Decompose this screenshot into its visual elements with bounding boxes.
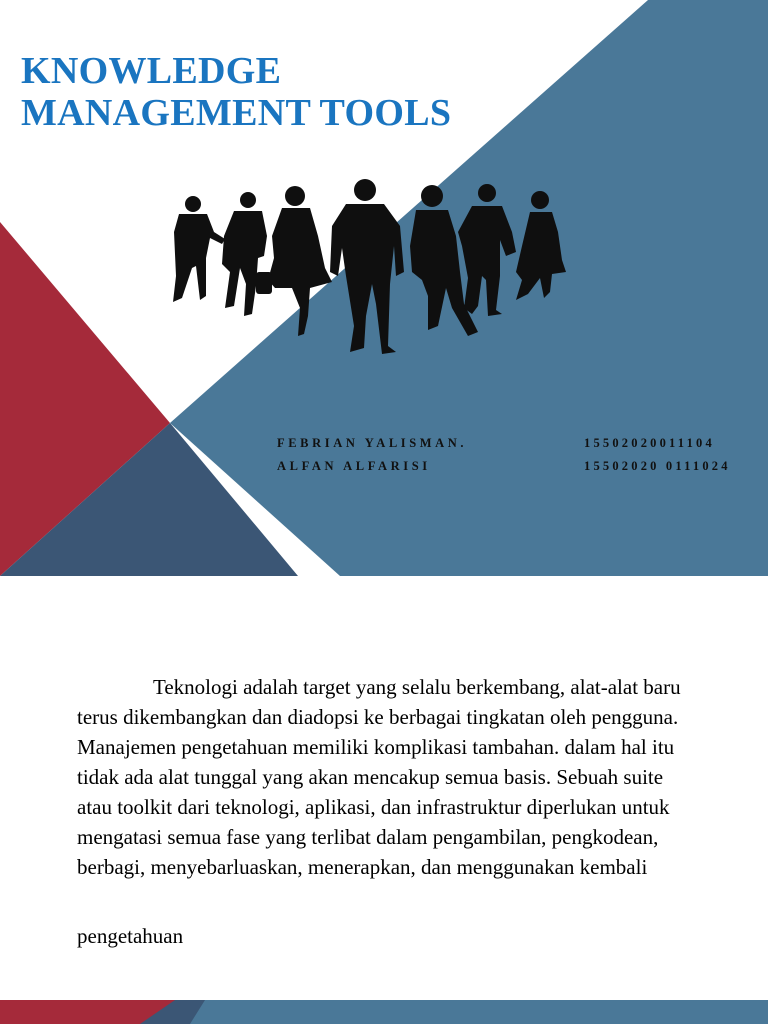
author-id-2: 15502020 0111024 — [584, 459, 731, 473]
business-people-silhouette-icon — [160, 176, 570, 356]
body-paragraph-text: Teknologi adalah target yang selalu berkembang, alat-alat baru terus dikembangkan dan diadopsi ke berbagai tingkatan oleh pengguna. Manajemen pengetahuan memiliki komplikasi tambahan. dalam hal itu tidak ada alat tunggal yang akan mencakup semua basis. Sebuah suite atau toolkit dari teknologi, aplikasi, dan infrastruktur diperlukan untuk mengatasi semua fase yang terlibat dalam pengambilan, pengkodean, berbagi, menyebarluaskan, menerapkan, dan menggunakan kembali — [77, 675, 681, 879]
author-row-2 — [277, 459, 757, 482]
body-last-word: pengetahuan — [77, 924, 184, 948]
person-6 — [458, 184, 516, 316]
body-paragraph — [77, 672, 697, 882]
author-row-1 — [277, 436, 757, 459]
slide-title — [21, 50, 451, 134]
author-id-1: 15502020011104 — [584, 436, 715, 450]
footer-steel-band — [190, 1000, 768, 1024]
person-4 — [330, 179, 404, 354]
authors-block — [277, 436, 757, 482]
person-1 — [173, 196, 225, 302]
person-2 — [222, 192, 267, 316]
next-slide-edge — [0, 1000, 768, 1024]
title-line-2: MANAGEMENT TOOLS — [21, 92, 452, 134]
person-3 — [256, 186, 332, 336]
author-name-2: ALFAN ALFARISI — [277, 459, 431, 473]
title-line-1: KNOWLEDGE — [21, 50, 282, 92]
person-7 — [516, 191, 566, 300]
author-name-1: FEBRIAN YALISMAN. — [277, 436, 468, 450]
